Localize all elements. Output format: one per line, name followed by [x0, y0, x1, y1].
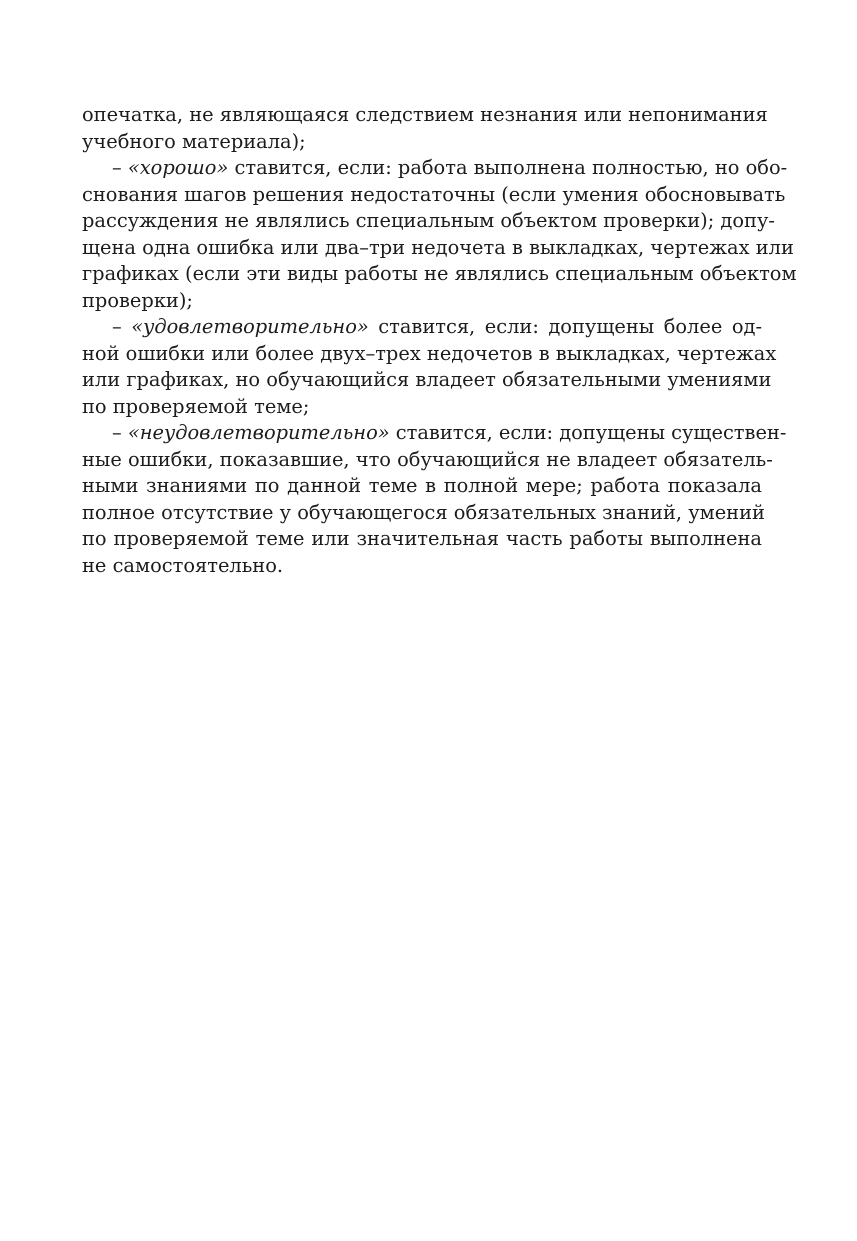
text-line: графиках (если эти виды работы не являлись специальным объектом — [82, 262, 797, 285]
list-dash: – — [112, 421, 128, 444]
text-line: полное отсутствие у обучающегося обязательных знаний, умений — [82, 500, 765, 524]
grade-term-satisfactory: «удовлетворительно» — [131, 315, 369, 338]
list-dash: – — [112, 156, 128, 179]
text-line: учебного материала); — [82, 129, 306, 153]
paragraph-grade-good — [82, 155, 797, 314]
text-line: ными знаниями по данной теме в полной мере; работа показала — [82, 474, 762, 497]
grade-term-unsatisfactory: «неудовлетворительно» — [127, 421, 390, 444]
list-dash: – — [112, 315, 132, 338]
text-line — [82, 155, 788, 182]
text-line: снования шагов решения недостаточны (если умения обосновывать — [82, 182, 786, 206]
text-line: ной ошибки или более двух–трех недочетов в выкладках, чертежах — [82, 341, 777, 365]
text-run: ставится, если: допущены существен- — [389, 421, 787, 444]
text-line: или графиках, но обучающийся владеет обязательными умениями — [82, 368, 772, 391]
text-line — [82, 420, 787, 447]
text-line: по проверяемой теме или значительная часть работы выполнена — [82, 527, 762, 550]
document-page — [82, 102, 797, 579]
text-run: ставится, если: работа выполнена полностью, но обо- — [228, 156, 788, 179]
paragraph-grade-satisfactory — [82, 314, 777, 420]
text-line: по проверяемой теме; — [82, 394, 310, 418]
text-line: проверки); — [82, 288, 193, 312]
text-line — [82, 314, 762, 341]
text-line: не самостоятельно. — [82, 553, 284, 577]
text-line: щена одна ошибка или два–три недочета в выкладках, чертежах или — [82, 235, 794, 259]
text-run: ставится, если: допущены более од- — [368, 315, 762, 338]
text-line: ные ошибки, показавшие, что обучающийся не владеет обязатель- — [82, 447, 773, 471]
text-line: опечатка, не являющаяся следствием незнания или непонимания — [82, 103, 768, 126]
paragraph-continuation — [82, 102, 768, 155]
grade-term-good: «хорошо» — [127, 156, 229, 179]
paragraph-grade-unsatisfactory — [82, 420, 787, 579]
text-line: рассуждения не являлись специальным объектом проверки); допу- — [82, 209, 775, 232]
